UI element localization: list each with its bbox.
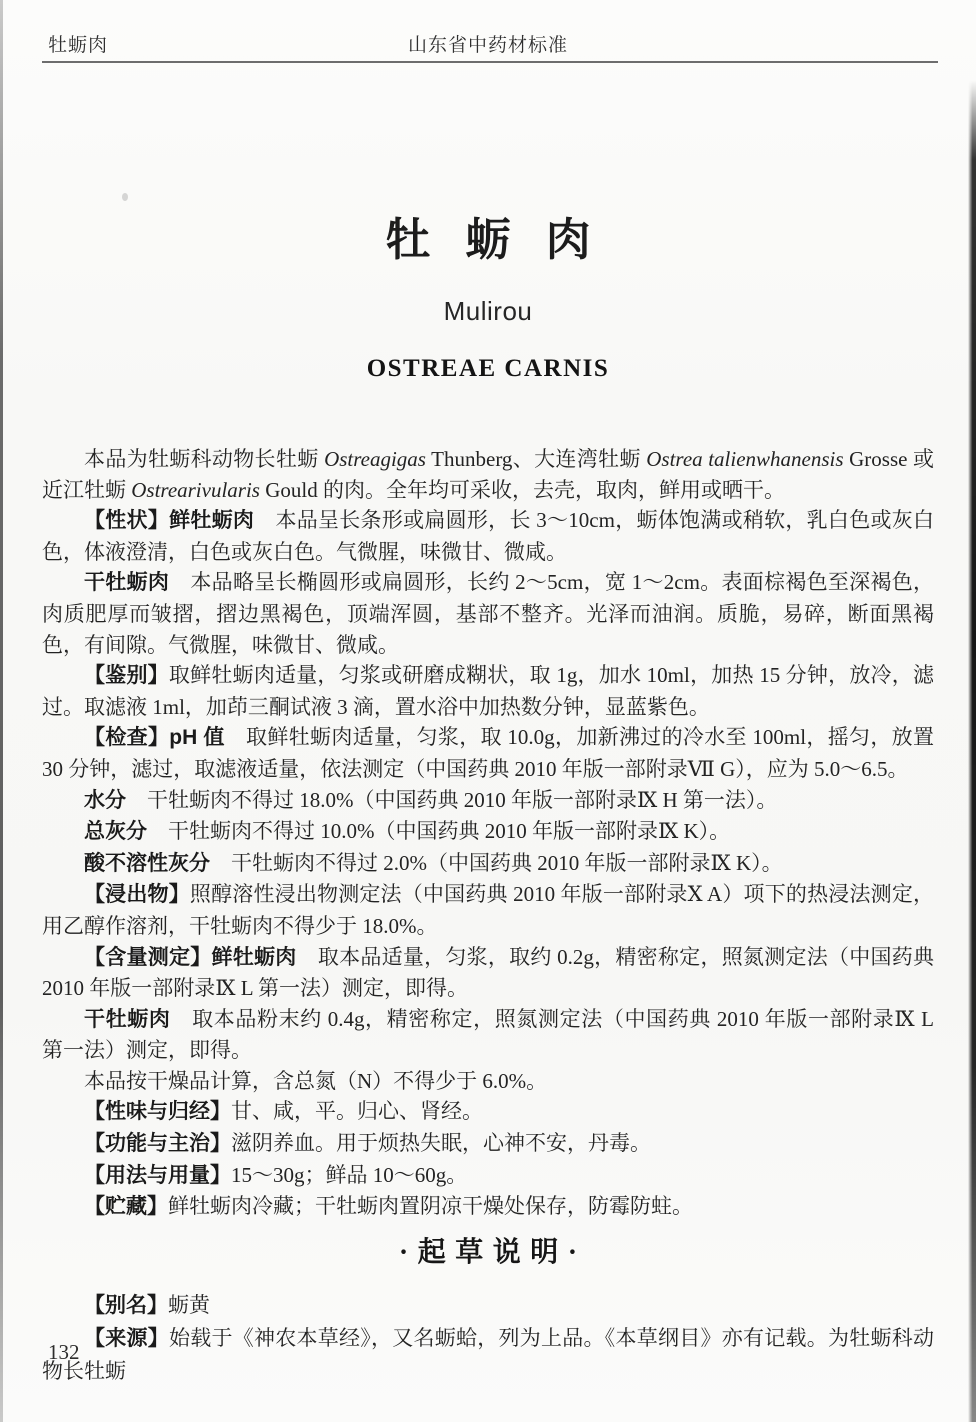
- paragraph-text: 干牡蛎肉不得过 2.0%（中国药典 2010 年版一部附录Ⅸ K）。: [210, 850, 783, 875]
- draft-notes-paragraphs: [42, 1289, 934, 1387]
- page-number: 132: [48, 1340, 80, 1364]
- paragraph: [42, 1289, 934, 1322]
- monograph-paragraphs: [42, 444, 934, 1223]
- paragraph: [42, 1128, 934, 1160]
- paragraph-text: 本品呈长条形或扁圆形，长 3～10cm，蛎体饱满或稍软，乳白色或灰白色，体液澄清，白色或灰白色。气微腥，味微甘、微咸。: [42, 508, 935, 564]
- paragraph-label: 【别名】: [84, 1293, 168, 1317]
- paragraph-label: 干牡蛎肉: [84, 571, 170, 595]
- paragraph: [42, 505, 934, 567]
- page-footer: [48, 1340, 80, 1365]
- paragraph-label: 【性味与归经】: [84, 1100, 231, 1124]
- paragraph: [42, 444, 934, 505]
- paragraph-label: 【来源】: [84, 1326, 169, 1350]
- paragraph-text: 本品按干燥品计算，含总氮（N）不得少于 6.0%。: [84, 1068, 548, 1093]
- header-rule: [42, 61, 938, 63]
- monograph-body: [42, 444, 934, 1387]
- paragraph-text: Grosse 或近江牡蛎: [42, 447, 935, 502]
- paragraph-text: 取本品粉末约 0.4g，精密称定，照氮测定法（中国药典 2010 年版一部附录Ⅸ L 第一法）测定，即得。: [42, 1006, 934, 1063]
- paragraph-label: 干牡蛎肉: [84, 1007, 171, 1031]
- scan-edge-right: [968, 0, 976, 1422]
- paragraph-text: 本品为牡蛎科动物长牡蛎: [84, 447, 325, 471]
- monograph-title-pinyin: Mulirou: [443, 296, 533, 326]
- latin-name: Ostreagigas: [324, 447, 426, 471]
- paragraph-text: 滋阴养血。用于烦热失眠，心神不安，丹毒。: [231, 1131, 651, 1156]
- paragraph: [42, 1191, 934, 1223]
- paragraph-label: 【功能与主治】: [84, 1132, 231, 1156]
- paragraph-label: 酸不溶性灰分: [84, 851, 210, 875]
- running-header-monograph: 牡蛎肉: [48, 35, 109, 56]
- paragraph-text: 本品略呈长椭圆形或扁圆形，长约 2～5cm，宽 1～2cm。表面棕褐色至深褐色，肉质肥厚而皱摺，摺边黑褐色，顶端浑圆，基部不整齐。光泽而油润。质脆，易碎，断面黑褐色，有间隙。气微腥，味微甘、微咸。: [42, 570, 935, 657]
- paragraph: [42, 1096, 934, 1128]
- paragraph: [42, 1004, 934, 1066]
- paragraph-text: 甘、咸，平。归心、肾经。: [231, 1099, 483, 1124]
- paragraph-text: 15～30g；鲜品 10～60g。: [231, 1162, 468, 1187]
- paragraph: [42, 942, 934, 1004]
- latin-name: Ostrea talienwhanensis: [646, 447, 844, 471]
- paragraph-label: 【性状】鲜牡蛎肉: [84, 509, 255, 533]
- paragraph: [42, 816, 934, 848]
- paragraph-label: 【用法与用量】: [84, 1163, 231, 1187]
- latin-name: Ostrearivularis: [131, 477, 260, 502]
- paragraph-text: 始载于《神农本草经》，又名蛎蛤，列为上品。《本草纲目》亦有记载。为牡蛎科动物长牡蛎: [42, 1325, 934, 1383]
- paragraph-text: 鲜牡蛎肉冷藏；干牡蛎肉置阴凉干燥处保存，防霉防蛀。: [168, 1194, 693, 1219]
- paragraph: [42, 848, 934, 880]
- paragraph: [42, 567, 934, 660]
- scan-smudge: [122, 193, 128, 201]
- paragraph-text: 照醇溶性浸出物测定法（中国药典 2010 年版一部附录Ⅹ A）项下的热浸法测定，用乙醇作溶剂，干牡蛎肉不得少于 18.0%。: [42, 882, 934, 938]
- paragraph-label: 水分: [84, 788, 126, 812]
- scan-edge-left: [0, 0, 3, 1422]
- draft-notes-heading: ·起草说明·: [398, 1236, 587, 1268]
- paragraph: [42, 660, 934, 722]
- paragraph: [42, 1322, 934, 1387]
- paragraph-label: 总灰分: [84, 820, 147, 844]
- running-header-standard: 山东省中药材标准: [407, 35, 568, 56]
- paragraph-label: 【鉴别】: [84, 664, 169, 688]
- monograph-title-zh: 牡蛎肉: [385, 215, 626, 265]
- paragraph-text: 取本品适量，匀浆，取约 0.2g，精密称定，照氮测定法（中国药典 2010 年版一部附录Ⅸ L 第一法）测定，即得。: [42, 944, 935, 1001]
- paragraph-text: 取鲜牡蛎肉适量，匀浆或研磨成糊状，取 1g，加水 10ml，加热 15 分钟，放冷，滤过。取滤液 1ml，加茚三酮试液 3 滴，置水浴中加热数分钟，显蓝紫色。: [42, 663, 935, 719]
- page-header: [48, 30, 928, 56]
- paragraph: [42, 785, 934, 817]
- paragraph-text: Gould 的肉。全年均可采收，去壳，取肉，鲜用或晒干。: [259, 477, 785, 502]
- paragraph-label: 【贮藏】: [84, 1195, 168, 1219]
- monograph-title-latin: OSTREAE CARNIS: [366, 355, 610, 382]
- paragraph-text: Thunberg、大连湾牡蛎: [425, 447, 647, 471]
- paragraph-label: 【检查】pH 值: [84, 726, 225, 750]
- paragraph-text: 干牡蛎肉不得过 10.0%（中国药典 2010 年版一部附录Ⅸ K）。: [147, 819, 731, 844]
- paragraph: [42, 879, 934, 941]
- paragraph: [42, 1066, 934, 1097]
- paragraph-text: 取鲜牡蛎肉适量，匀浆，取 10.0g，加新沸过的冷水至 100ml，摇匀，放置 30 分钟，滤过，取滤液适量，依法测定（中国药典 2010 年版一部附录Ⅶ G），应为 5.0～6.5。: [42, 725, 934, 781]
- paragraph-label: 【浸出物】: [84, 883, 190, 907]
- paragraph: [42, 1160, 934, 1192]
- paragraph-text: 蛎黄: [168, 1292, 210, 1317]
- paragraph-label: 【含量测定】鲜牡蛎肉: [84, 945, 297, 969]
- paragraph: [42, 722, 934, 784]
- paragraph-text: 干牡蛎肉不得过 18.0%（中国药典 2010 年版一部附录Ⅸ H 第一法）。: [126, 787, 778, 812]
